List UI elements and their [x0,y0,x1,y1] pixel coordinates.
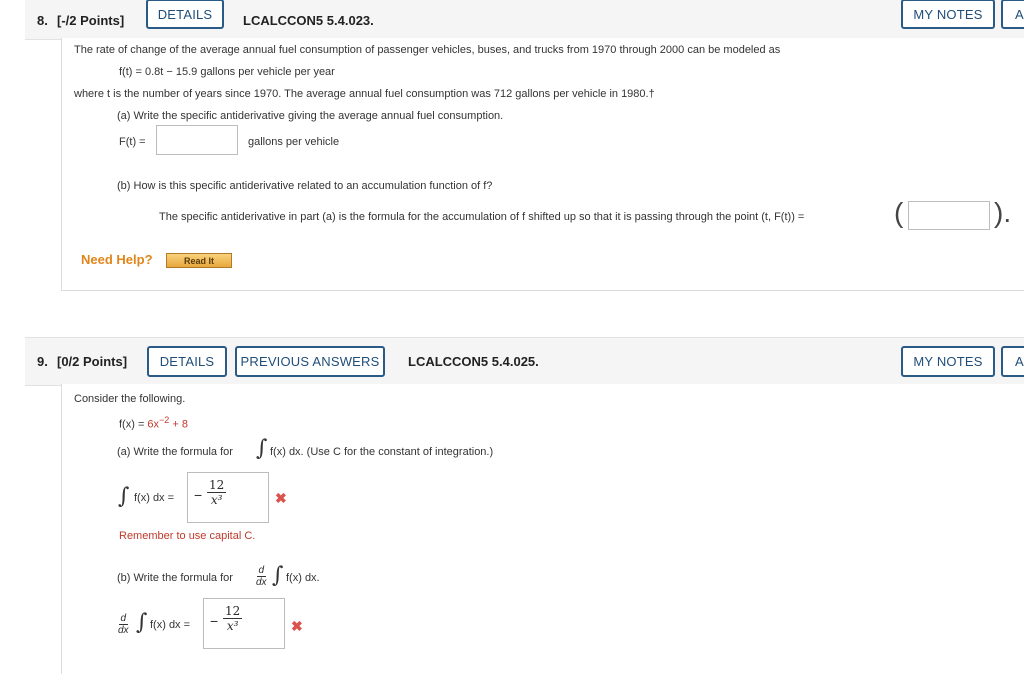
q8-unit: gallons per vehicle [248,136,340,148]
q9-ask-button[interactable]: A [1001,346,1024,377]
q9-answer-b-input[interactable] [203,598,285,649]
q9-integral-lhs: f(x) dx = [134,492,175,504]
q8-details-button[interactable]: DETAILS [146,0,224,29]
q9-consider: Consider the following. [74,393,186,405]
q9-deriv-d-den: dx [118,625,129,636]
integral-icon: ∫ [136,610,148,635]
q8-my-notes-button[interactable]: MY NOTES [901,0,995,29]
q8-F-label: F(t) = [119,136,146,148]
q9-answer-a-fraction [207,478,226,507]
q9-a-wrong-icon: ✖ [275,490,287,506]
q8-close-paren: ). [994,197,1012,228]
q9-answer-b-sign: − [210,613,219,629]
q9-code: LCALCCON5 5.4.025. [408,354,539,369]
q8-intro: The rate of change of the average annual fuel consumption of passenger vehicles, buses, and trucks from 1970 through 2000 can be modeled as [74,44,781,56]
q8-F-input[interactable] [156,125,238,155]
q9-b-d-num: d [258,565,265,576]
q8-number: 8. [37,13,48,28]
q9-deriv-d-dx [118,613,129,636]
q9-deriv-lhs: f(x) dx = [150,619,191,631]
q9-answer-b-den: x³ [226,619,239,633]
q8-where: where t is the number of years since 1970. The average annual fuel consumption was 712 gallons per vehicle in 1980.† [74,88,655,100]
q9-b-wrong-icon: ✖ [291,618,303,634]
q9-fx-tail: + 8 [169,418,188,431]
q9-part-b-post: f(x) dx. [286,572,320,584]
q9-answer-a-num: 12 [209,478,225,492]
q9-fx-exp: −2 [159,415,170,425]
q8-open-paren: ( [894,197,904,228]
q9-answer-b-num: 12 [225,604,241,618]
q8-ask-button[interactable]: A [1001,0,1024,29]
q9-fx-base: 6x [147,418,160,431]
q8-read-it-button[interactable]: Read It [166,253,232,268]
q9-deriv-d-num: d [120,613,127,624]
q9-part-b-d-dx [256,565,267,588]
q9-function [119,415,188,431]
q8-part-b: (b) How is this specific antiderivative related to an accumulation function of f? [117,180,493,192]
q9-my-notes-button[interactable]: MY NOTES [901,346,995,377]
integral-icon: ∫ [256,436,268,461]
q9-answer-a-den: x³ [210,493,223,507]
q9-body [61,384,1024,674]
q9-remember: Remember to use capital C. [119,530,256,542]
q8-points: [-/2 Points] [57,13,125,28]
q8-code: LCALCCON5 5.4.023. [243,13,374,28]
q9-fx-label: f(x) = [119,418,148,431]
q9-b-d-den: dx [256,577,267,588]
q9-part-b: (b) Write the formula for [117,572,233,584]
q9-answer-b-fraction [223,604,242,633]
q8-header [25,0,1024,40]
q9-points: [0/2 Points] [57,354,128,369]
q8-part-b-statement: The specific antiderivative in part (a) is the formula for the accumulation of f shifted up so that it is passing through the point (t, F(t)) = [159,211,805,223]
q8-point-input[interactable] [908,201,990,230]
q8-need-help: Need Help? [81,252,153,267]
integral-icon: ∫ [272,563,284,588]
integral-icon: ∫ [118,484,130,509]
q9-number: 9. [37,354,48,369]
q9-answer-a-input[interactable] [187,472,269,523]
q9-part-a: (a) Write the formula for [117,446,233,458]
q8-body [61,38,1024,291]
q9-details-button[interactable]: DETAILS [147,346,227,377]
q9-previous-answers-button[interactable]: PREVIOUS ANSWERS [235,346,385,377]
q8-part-a: (a) Write the specific antiderivative giving the average annual fuel consumption. [117,110,504,122]
q9-header [25,337,1024,386]
q9-answer-a-sign: − [194,487,203,503]
q9-part-a-post: f(x) dx. (Use C for the constant of integration.) [270,446,494,458]
q8-model: f(t) = 0.8t − 15.9 gallons per vehicle per year [119,66,335,78]
